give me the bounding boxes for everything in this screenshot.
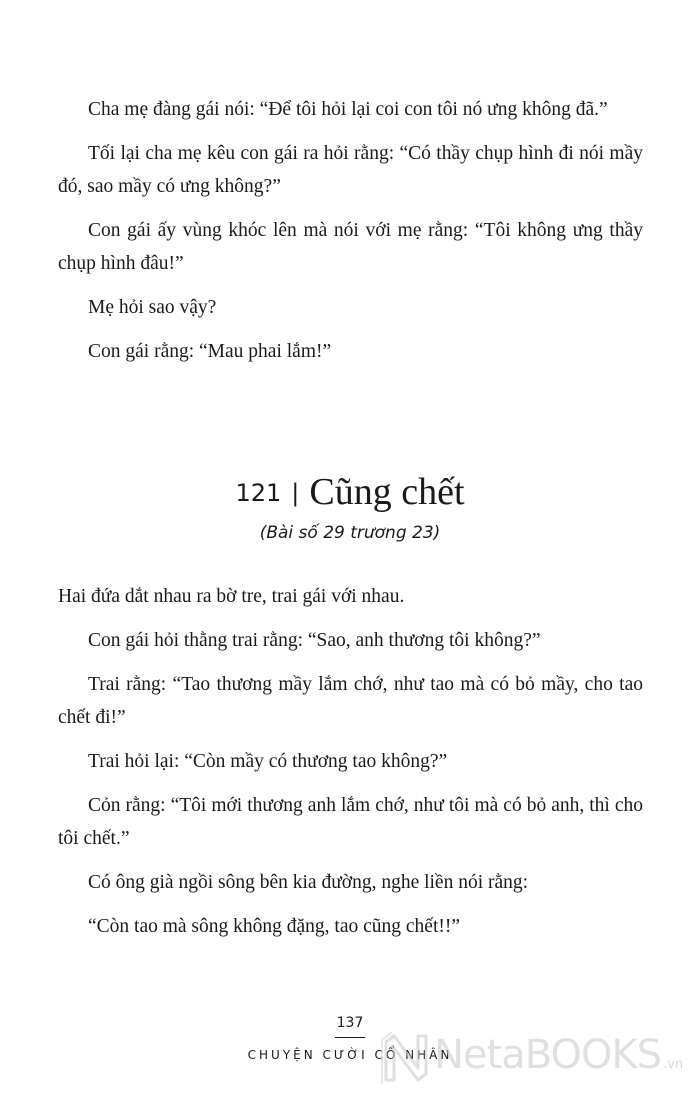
watermark-suffix: .vn [663, 1057, 684, 1072]
paragraph: Con gái hỏi thằng trai rằng: “Sao, anh thương tôi không?” [88, 630, 541, 651]
chapter-subtitle: (Bài số 29 trương 23) [259, 523, 441, 543]
paragraph: Hai đứa dắt nhau ra bờ tre, trai gái với nhau. [58, 586, 405, 607]
paragraph: Có ông già ngồi sông bên kia đường, nghe liền nói rằng: [88, 872, 529, 893]
page-number-rule [335, 1037, 365, 1038]
watermark-brand-text: NetaBOOKS [434, 1032, 662, 1078]
paragraph: Con gái rằng: “Mau phai lắm!” [88, 341, 332, 362]
chapter-number: 121 [235, 479, 282, 507]
paragraph: Trai rằng: “Tao thương mầy lắm chớ, như tao mà có bỏ mầy, cho tao chết đi!” [58, 674, 643, 728]
page-number: 137 [336, 1015, 364, 1031]
running-footer-title: CHUYỆN CƯỜI CỔ NHÂN [247, 1048, 453, 1062]
chapter-separator: | [291, 479, 300, 507]
previous-story-text [58, 93, 643, 379]
story-text [58, 580, 643, 954]
paragraph: Trai hỏi lại: “Còn mầy có thương tao không?” [88, 751, 448, 772]
paragraph: Mẹ hỏi sao vậy? [88, 297, 217, 318]
paragraph: Cỏn rằng: “Tôi mới thương anh lắm chớ, như tôi mà có bỏ anh, thì cho tôi chết.” [58, 795, 643, 849]
watermark-brand [434, 1032, 683, 1078]
paragraph: “Còn tao mà sông không đặng, tao cũng chết!!” [88, 916, 461, 937]
paragraph: Cha mẹ đàng gái nói: “Để tôi hỏi lại coi con tôi nó ưng không đã.” [88, 99, 608, 120]
chapter-heading [0, 470, 700, 514]
paragraph: Con gái ấy vùng khóc lên mà nói với mẹ rằng: “Tôi không ưng thầy chụp hình đâu!” [58, 220, 643, 274]
publisher-watermark [378, 1024, 696, 1094]
chapter-title: Cũng chết [309, 471, 465, 513]
paragraph: Tối lại cha mẹ kêu con gái ra hỏi rằng: “Có thầy chụp hình đi nói mầy đó, sao mầy có ưng không?” [58, 143, 643, 197]
n-letter-logo-icon [378, 1028, 434, 1088]
